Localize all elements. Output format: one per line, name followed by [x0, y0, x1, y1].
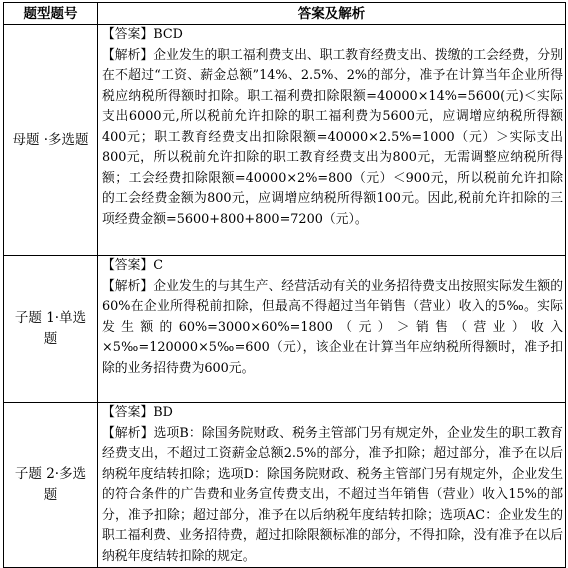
analysis-text: 【解析】企业发生的职工福利费支出、职工教育经费支出、拨缴的工会经费，分别在不超过“工资、薪金总额”14%、2.5%、2%的部分，准予在计算当年企业所得税应纳税所得额时扣除。职工福利费扣除限额=40000×14%=5600(元)＜实际支出6000元,所以税前允许扣除的职工福利费为5600元，应调增应纳税所得额400元；职工教育经费支出扣除限额=40000×2.5%=1000（元）＞实际支出800元，所以税前允许扣除的职工教育经费支出为800元，无需调整应纳税所得额；工会经费扣除限额=40000×2%=800（元）＜900元，所以税前允许扣除的工会经费金额为800元，应调增应纳税所得额100元。因此,税前允许扣除的三项经费金额=5600+800+800=7200（元）。 [102, 47, 563, 227]
answer-cell [98, 256, 566, 403]
header-row [4, 3, 566, 25]
analysis-text: 【解析】选项B：除国务院财政、税务主管部门另有规定外，企业发生的职工教育经费支出，不超过工资薪金总额2.5%的部分，准予扣除；超过部分，准予在以后纳税年度结转扣除；选项D：除国务院财政、税务主管部门另有规定外，企业发生的符合条件的广告费和业务宣传费支出，不超过当年销售（营业）收入15%的部分，准予扣除；超过部分，准予在以后纳税年度结转扣除；选项AC：企业发生的职工福利费、业务招待费，超过扣除限额标准的部分，不得扣除，没有准予在以后纳税年度结转扣除的规定。 [102, 425, 563, 564]
answer-cell [98, 25, 566, 256]
analysis-text: 【解析】企业发生的与其生产、经营活动有关的业务招待费支出按照实际发生额的60%在企业所得税前扣除，但最高不得超过当年销售（营业）收入的5‰。实际发生额的60%=3000×60%=1800（元）＞销售（营业）收入×5‰=120000×5‰=600（元），该企业在计算当年应纳税所得额时，准予扣除的业务招待费为600元。 [102, 278, 563, 376]
answer-table [3, 2, 566, 568]
answer-cell [98, 403, 566, 568]
header-answer-analysis: 答案及解析 [98, 3, 566, 25]
table-row [4, 256, 566, 403]
answer-text: 【答案】C [102, 258, 163, 273]
answer-text: 【答案】BCD [102, 27, 183, 42]
answer-text: 【答案】BD [102, 405, 173, 420]
header-question-type: 题型题号 [4, 3, 98, 25]
table-row [4, 25, 566, 256]
question-label: 子题 2·多选题 [4, 403, 98, 568]
table-row [4, 403, 566, 568]
question-label: 子题 1·单选题 [4, 256, 98, 403]
question-label: 母题 ·多选题 [4, 25, 98, 256]
